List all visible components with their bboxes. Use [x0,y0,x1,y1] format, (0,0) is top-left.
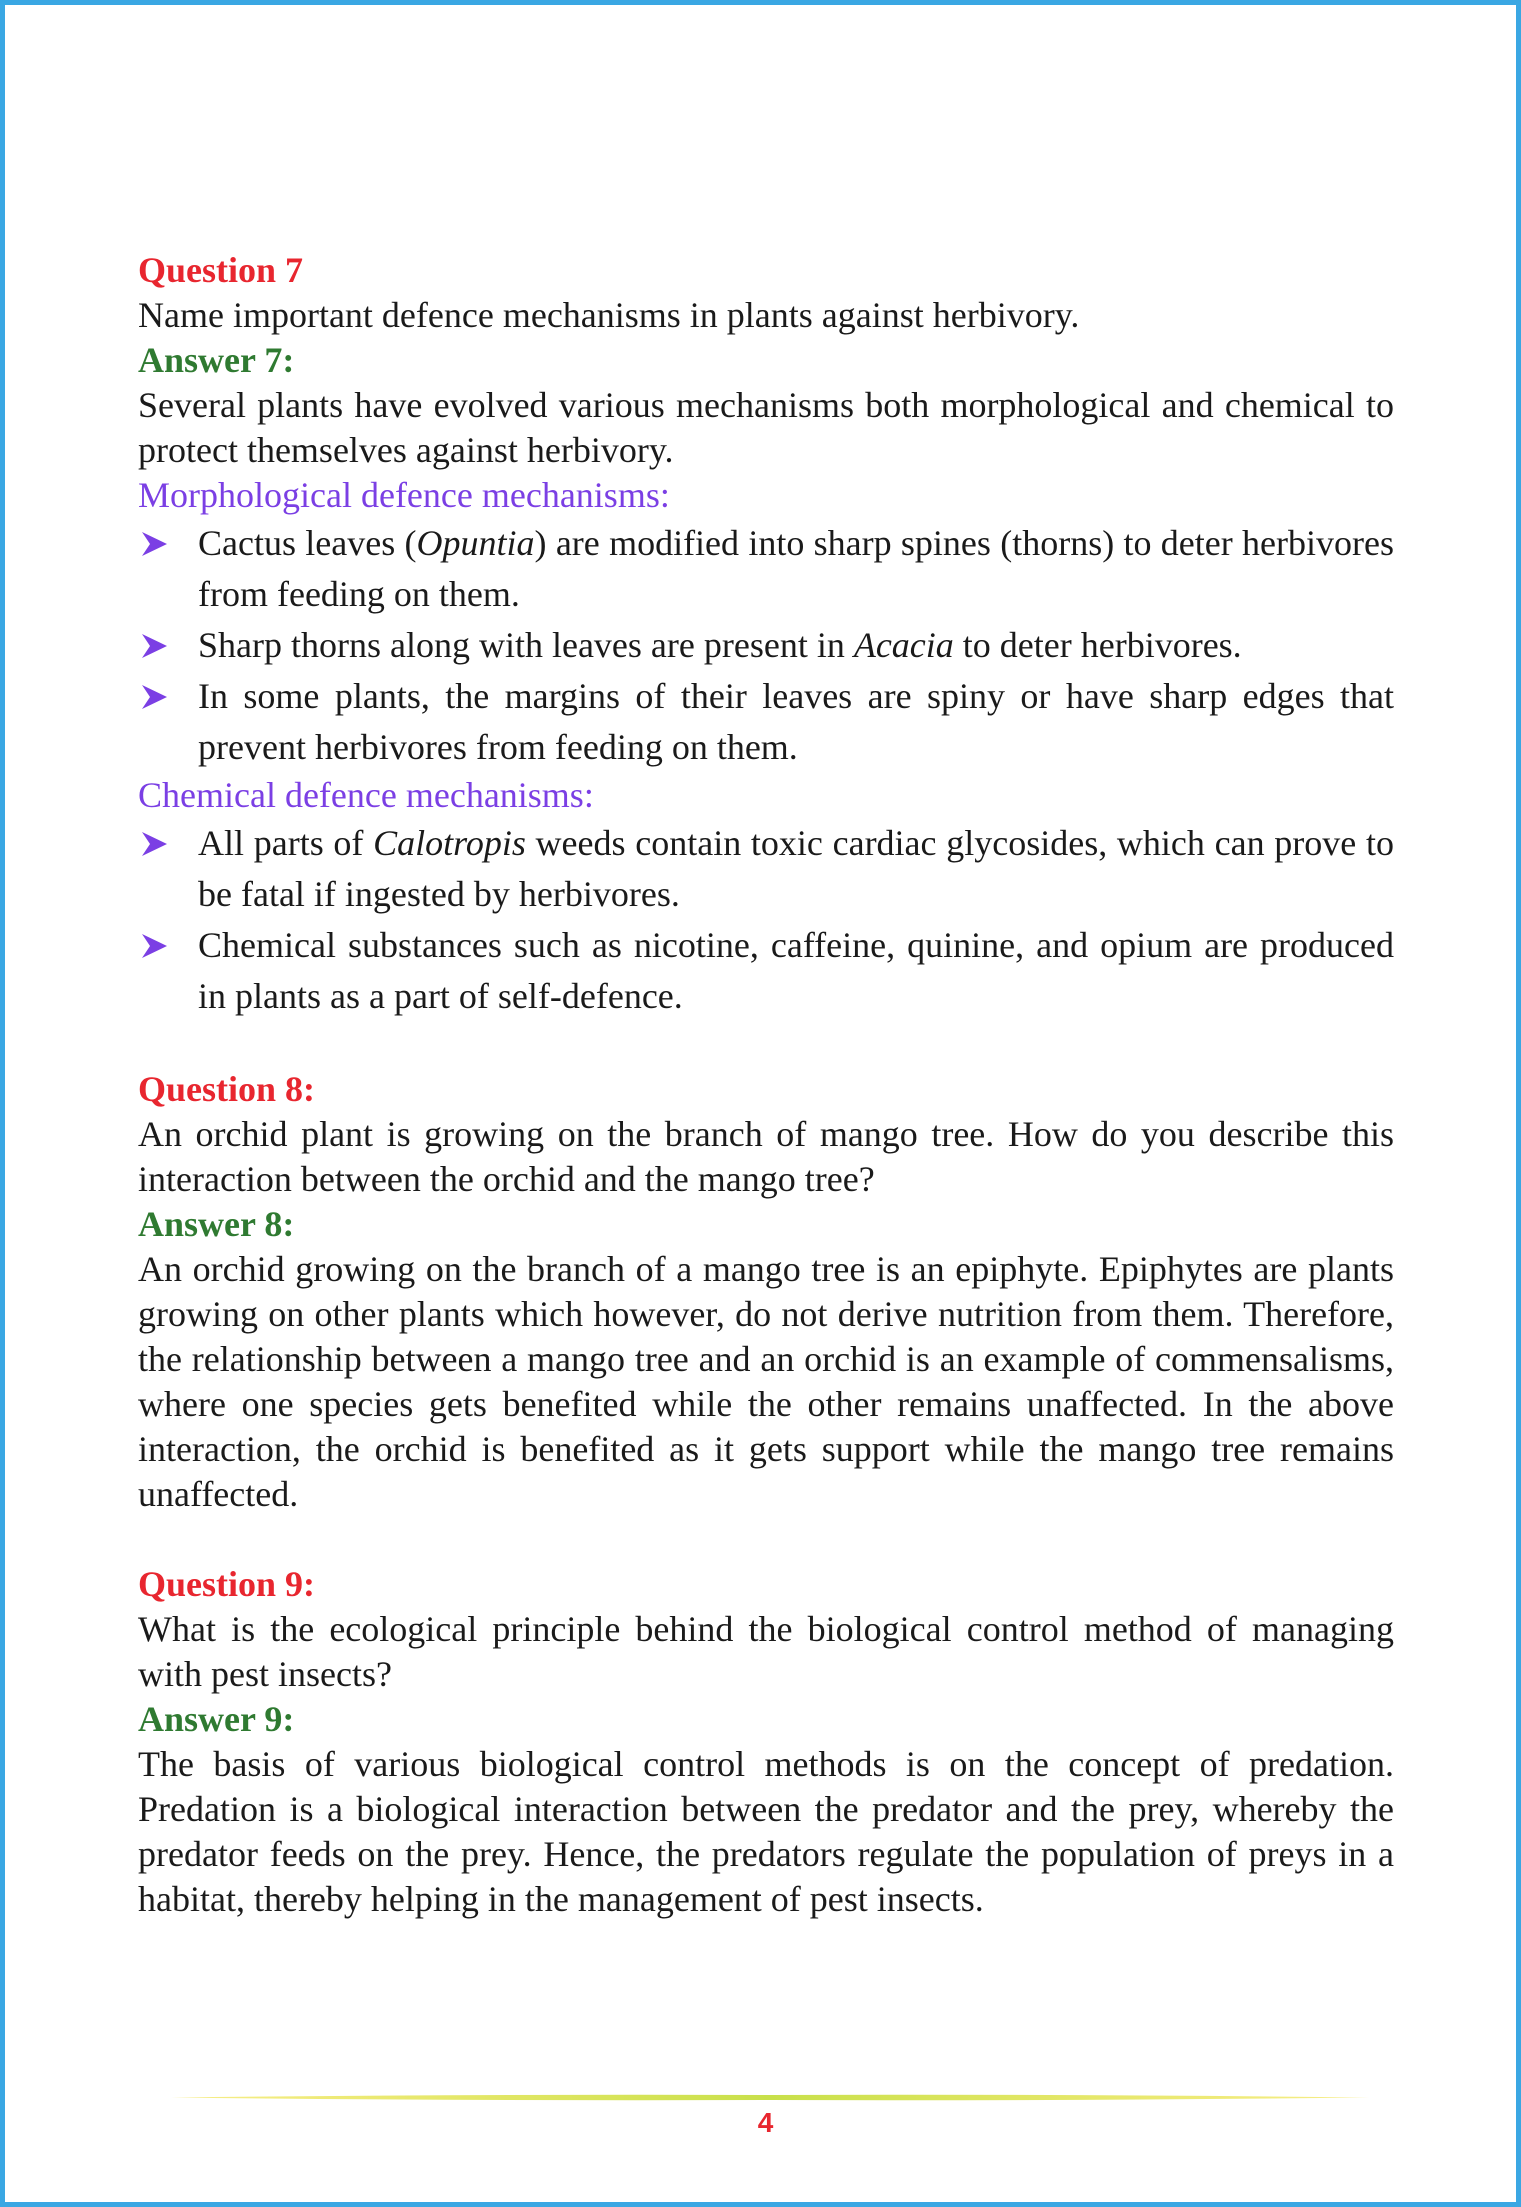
list-item [138,518,1394,620]
arrowhead-bullet-icon [140,531,168,557]
list-item [138,620,1394,671]
question-9-text: What is the ecological principle behind the biological control method of managing with pest insects? [138,1609,1394,1694]
bullet-text: Sharp thorns along with leaves are present in [198,625,854,665]
bullet-text: Chemical substances such as nicotine, caffeine, quinine, and opium are produced in plants as a part of self-defence. [198,925,1394,1016]
page-number: 4 [757,2107,774,2138]
bullet-text: Cactus leaves ( [198,523,417,563]
bullet-text: to deter herbivores. [953,625,1242,665]
answer-8-text: An orchid growing on the branch of a mango tree is an epiphyte. Epiphytes are plants growing on other plants which however, do not derive nutrition from them. Therefore, the relationship between a mango tree and an orchid is an example of commensalisms, where one species gets benefited while the other remains unaffected. In the above interaction, the orchid is benefited as it gets support while the mango tree remains unaffected. [138,1249,1394,1514]
chemical-heading: Chemical defence mechanisms: [138,775,594,815]
question-8-text: An orchid plant is growing on the branch of mango tree. How do you describe this interaction between the orchid and the mango tree? [138,1114,1394,1199]
answer-9-text: The basis of various biological control methods is on the concept of predation. Predation is a biological interaction between the predator and the prey, whereby the predator feeds on the prey. Hence, the predators regulate the population of preys in a habitat, thereby helping in the management of pest insects. [138,1744,1394,1919]
footer-divider [171,2093,1369,2102]
chemical-list [138,818,1394,1022]
question-8-heading: Question 8: [138,1069,316,1109]
species-name: Opuntia [416,523,535,563]
arrowhead-bullet-icon [140,684,168,710]
morphological-list [138,518,1394,773]
list-item [138,671,1394,773]
arrowhead-bullet-icon [140,831,168,857]
morphological-heading: Morphological defence mechanisms: [138,475,670,515]
bullet-text: ) are modified into sharp spines (thorns) to deter herbivores from feeding on them. [198,523,1394,614]
answer-7-heading: Answer 7: [138,340,295,380]
question-9-heading: Question 9: [138,1564,316,1604]
section-gap [138,1517,1394,1562]
arrowhead-bullet-icon [140,633,168,659]
bullet-text: weeds contain toxic cardiac glycosides, which can prove to be fatal if ingested by herbivores. [198,823,1394,914]
bullet-text: All parts of [198,823,374,863]
question-7-text: Name important defence mechanisms in plants against herbivory. [138,295,1080,335]
answer-8-heading: Answer 8: [138,1204,295,1244]
list-item [138,818,1394,920]
species-name: Calotropis [373,823,526,863]
species-name: Acacia [853,625,954,665]
list-item [138,920,1394,1022]
arrowhead-bullet-icon [140,933,168,959]
content [138,248,1394,1922]
question-7-heading: Question 7 [138,250,304,290]
bullet-text: In some plants, the margins of their leaves are spiny or have sharp edges that prevent herbivores from feeding on them. [198,676,1394,767]
section-gap [138,1022,1394,1067]
answer-7-intro: Several plants have evolved various mechanisms both morphological and chemical to protect themselves against herbivory. [138,385,1394,470]
answer-9-heading: Answer 9: [138,1699,295,1739]
